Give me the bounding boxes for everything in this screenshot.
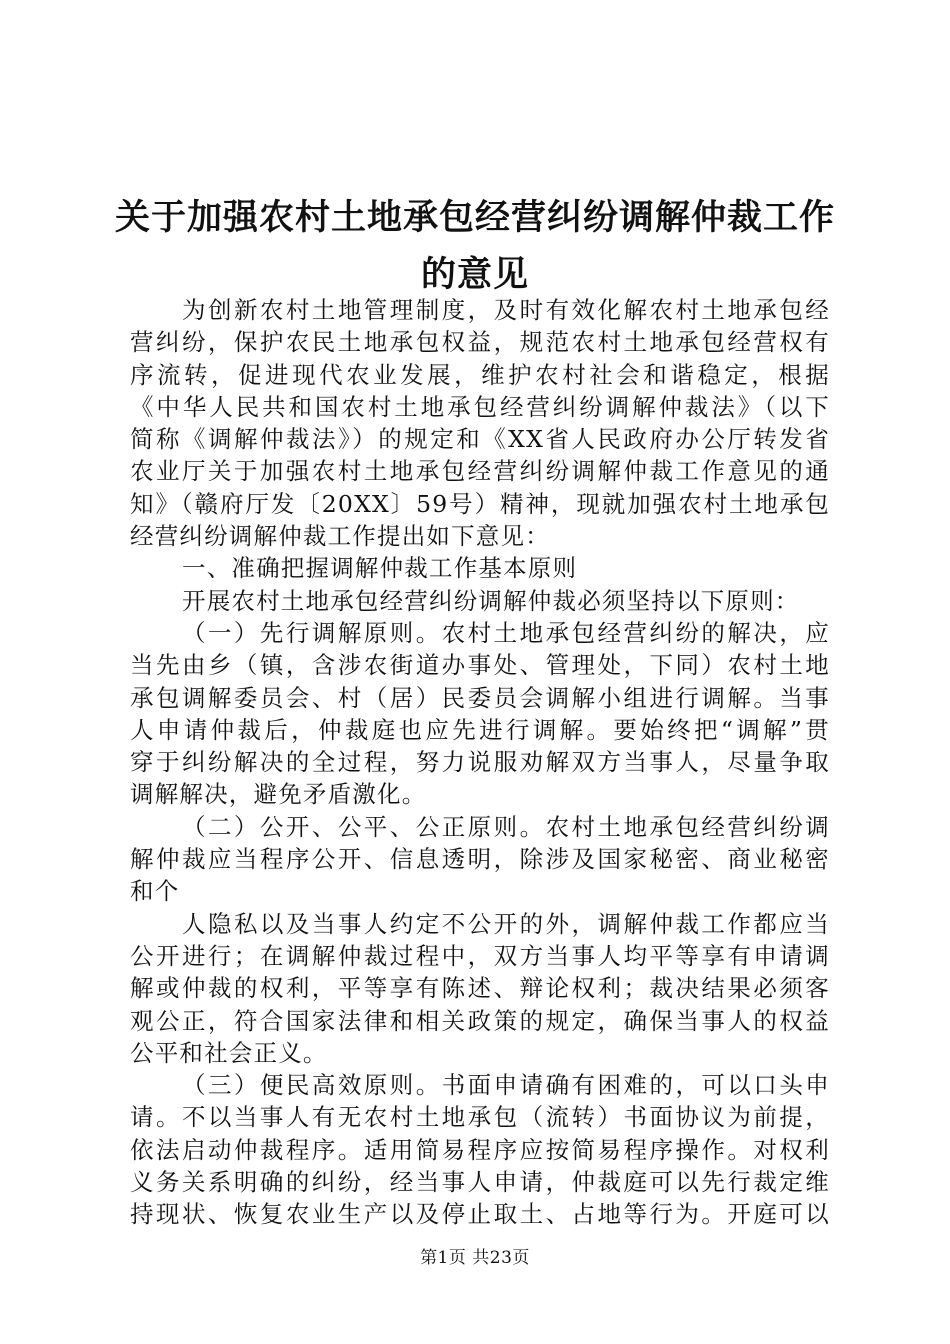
body-line: 解仲裁应当程序公开、信息透明，除涉及国家秘密、商业秘密 (130, 845, 830, 874)
body-line: 承包调解委员会、村（居）民委员会调解小组进行调解。当事 (130, 683, 830, 712)
body-line: 义务关系明确的纠纷，经当事人申请，仲裁庭可以先行裁定维 (130, 1168, 830, 1197)
document-title-line-2: 的意见 (420, 254, 529, 295)
body-line: 营纠纷，保护农民土地承包权益，规范农村土地承包经营权有 (130, 328, 830, 357)
body-line: 调解解决，避免矛盾激化。 (130, 780, 427, 809)
body-line: 公平和社会正义。 (130, 1038, 328, 1067)
body-line: 农业厅关于加强农村土地承包经营纠纷调解仲裁工作意见的通 (130, 457, 830, 486)
body-line: （三）便民高效原则。书面申请确有困难的，可以口头申 (182, 1071, 830, 1100)
body-line: 请。不以当事人有无农村土地承包（流转）书面协议为前提， (130, 1103, 830, 1132)
body-line: 观公正，符合国家法律和相关政策的规定，确保当事人的权益 (130, 1006, 830, 1035)
body-line: 《中华人民共和国农村土地承包经营纠纷调解仲裁法》（以下 (130, 392, 830, 421)
page-number-footer: 第1页 共23页 (420, 1248, 530, 1268)
body-line: 知》（赣府厅发〔20XX〕59号）精神，现就加强农村土地承包 (130, 489, 830, 518)
body-line: 依法启动仲裁程序。适用简易程序应按简易程序操作。对权利 (130, 1135, 830, 1164)
body-line: 和个 (130, 877, 180, 906)
body-line: 为创新农村土地管理制度，及时有效化解农村土地承包经 (182, 296, 830, 324)
document-title-line-1: 关于加强农村土地承包经营纠纷调解仲裁工作 (114, 197, 835, 238)
body-line: 公开进行；在调解仲裁过程中，双方当事人均平等享有申请调 (130, 941, 830, 970)
body-line: 当先由乡（镇，含涉农街道办事处、管理处，下同）农村土地 (130, 651, 830, 680)
body-line: 序流转，促进现代农业发展，维护农村社会和谐稳定，根据 (130, 360, 830, 389)
document-body (130, 294, 830, 1231)
body-line: 持现状、恢复农业生产以及停止取土、占地等行为。开庭可以 (130, 1200, 830, 1229)
body-line: （一）先行调解原则。农村土地承包经营纠纷的解决，应 (182, 618, 830, 647)
body-line: 人申请仲裁后，仲裁庭也应先进行调解。要始终把“调解”贯 (130, 715, 830, 744)
body-line: 穿于纠纷解决的全过程，努力说服劝解双方当事人，尽量争取 (130, 748, 830, 777)
section-heading: 一、准确把握调解仲裁工作基本原则 (182, 554, 578, 583)
body-line: 开展农村土地承包经营纠纷调解仲裁必须坚持以下原则： (182, 586, 800, 615)
body-line: 人隐私以及当事人约定不公开的外，调解仲裁工作都应当 (182, 909, 830, 938)
body-line: 经营纠纷调解仲裁工作提出如下意见： (130, 522, 550, 551)
body-line: 简称《调解仲裁法》）的规定和《XX省人民政府办公厅转发省 (130, 425, 830, 454)
body-line: （二）公开、公平、公正原则。农村土地承包经营纠纷调 (182, 812, 830, 841)
body-line: 解或仲裁的权利，平等享有陈述、辩论权利；裁决结果必须客 (130, 974, 830, 1003)
